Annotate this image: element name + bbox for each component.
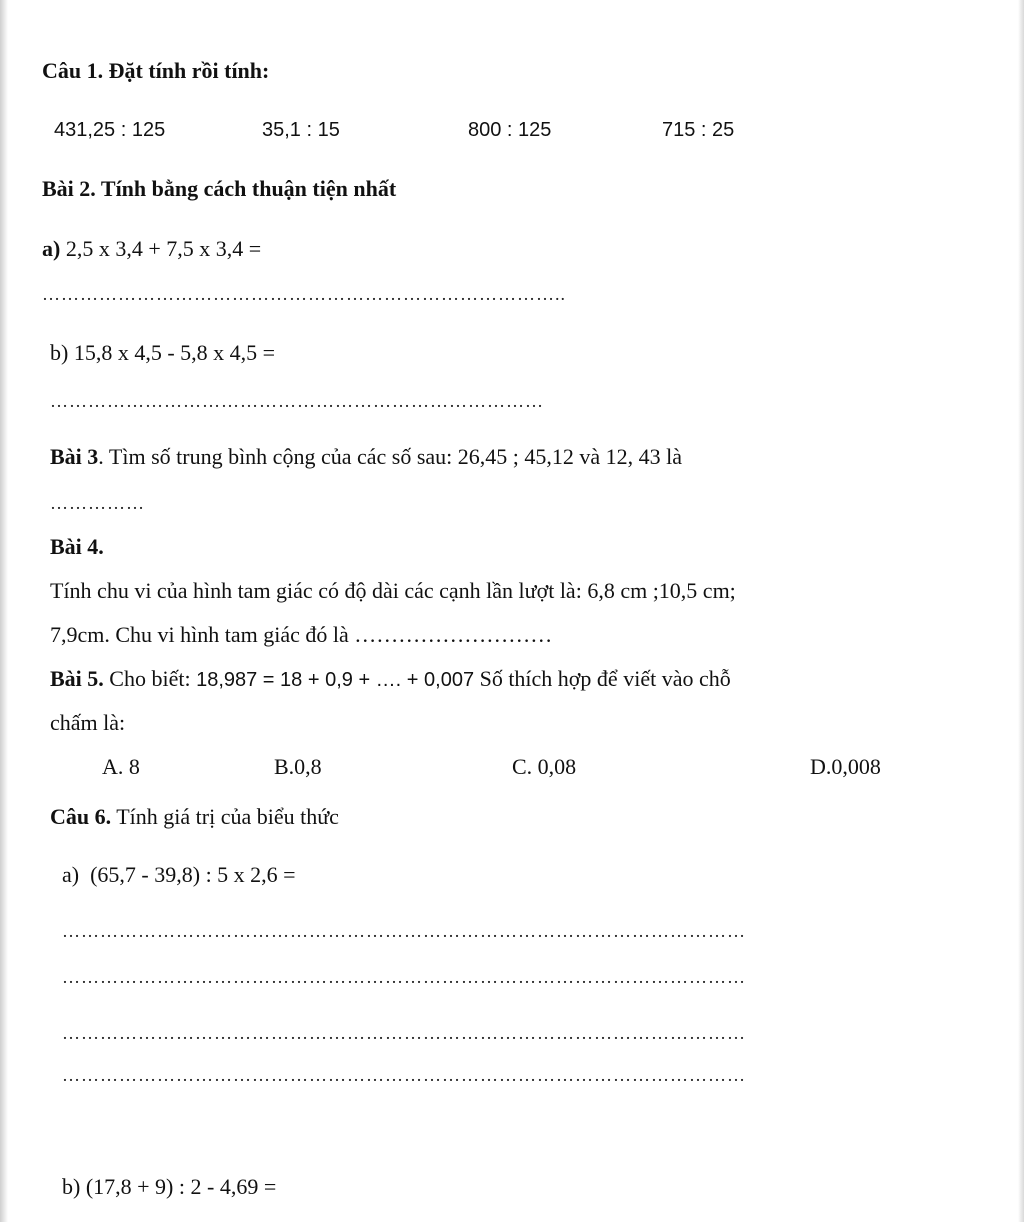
q2-b-expression: 15,8 x 4,5 - 5,8 x 4,5 = bbox=[73, 340, 276, 365]
q2-part-a bbox=[42, 238, 261, 260]
q6-a-answer-line-1: ……………………………………………………………………………………………… bbox=[62, 922, 746, 940]
q2-a-label: a) bbox=[42, 236, 61, 261]
q3-text: . Tìm số trung bình cộng của các số sau: bbox=[98, 444, 453, 469]
q4-title: Bài 4. bbox=[50, 534, 104, 559]
q5-option-d: D.0,008 bbox=[810, 754, 881, 779]
q2-b-label: b) bbox=[50, 340, 69, 365]
q3-answer-line: …………… bbox=[50, 494, 145, 512]
q5-label: Bài 5. bbox=[50, 666, 104, 691]
q6-part-b bbox=[62, 1176, 276, 1198]
q2-a-answer-line: ……………………………………………………………………….. bbox=[42, 285, 566, 303]
q6-label: Câu 6. bbox=[50, 804, 112, 829]
q1-problem-2: 35,1 : 15 bbox=[262, 119, 340, 141]
q1-title: Câu 1. Đặt tính rồi tính: bbox=[42, 58, 270, 83]
q5-option-b: B.0,8 bbox=[274, 754, 322, 779]
q4-line-2: 7,9cm. Chu vi hình tam giác đó là ……………………… bbox=[50, 622, 553, 647]
q3-label: Bài 3 bbox=[50, 444, 99, 469]
scan-edge-left bbox=[0, 0, 8, 1222]
q6-b-expression: (17,8 + 9) : 2 - 4,69 = bbox=[85, 1174, 277, 1199]
q5-option-a: A. 8 bbox=[102, 754, 140, 779]
q2-part-b bbox=[50, 342, 275, 364]
q3-numbers: 26,45 ; 45,12 và 12, 43 là bbox=[457, 444, 683, 469]
q2-a-expression: 2,5 x 3,4 + 7,5 x 3,4 = bbox=[65, 236, 262, 261]
q6-part-a bbox=[62, 864, 296, 886]
q5-expression: 18,987 = 18 + 0,9 + …. + 0,007 bbox=[196, 669, 475, 691]
q6-a-answer-line-3: ……………………………………………………………………………………………… bbox=[62, 1024, 746, 1042]
scan-edge-right bbox=[1018, 0, 1024, 1222]
q1-problem-4: 715 : 25 bbox=[662, 119, 735, 141]
q4-line-1: Tính chu vi của hình tam giác có độ dài các cạnh lần lượt là: 6,8 cm ;10,5 cm; bbox=[50, 578, 736, 603]
q5-text-1: Cho biết: bbox=[109, 666, 191, 691]
q6-b-label: b) bbox=[62, 1174, 81, 1199]
q6-a-expression: (65,7 - 39,8) : 5 x 2,6 = bbox=[90, 862, 296, 887]
q1-problem-1: 431,25 : 125 bbox=[54, 119, 166, 141]
q6-title: Tính giá trị của biểu thức bbox=[116, 804, 339, 829]
q5-question bbox=[50, 668, 731, 690]
q5-line-2: chấm là: bbox=[50, 710, 126, 735]
q6-title-line bbox=[50, 806, 339, 828]
q6-a-label: a) bbox=[62, 862, 80, 887]
q5-option-c: C. 0,08 bbox=[512, 754, 577, 779]
q2-title: Bài 2. Tính bằng cách thuận tiện nhất bbox=[42, 176, 397, 201]
q3-question bbox=[50, 446, 682, 468]
q6-a-answer-line-4: ……………………………………………………………………………………………… bbox=[62, 1066, 746, 1084]
q2-b-answer-line: …………………………………………………………………… bbox=[50, 392, 544, 410]
q1-problem-3: 800 : 125 bbox=[468, 119, 552, 141]
q6-a-answer-line-2: ……………………………………………………………………………………………… bbox=[62, 968, 746, 986]
q5-text-2: Số thích hợp để viết vào chỗ bbox=[479, 666, 731, 691]
